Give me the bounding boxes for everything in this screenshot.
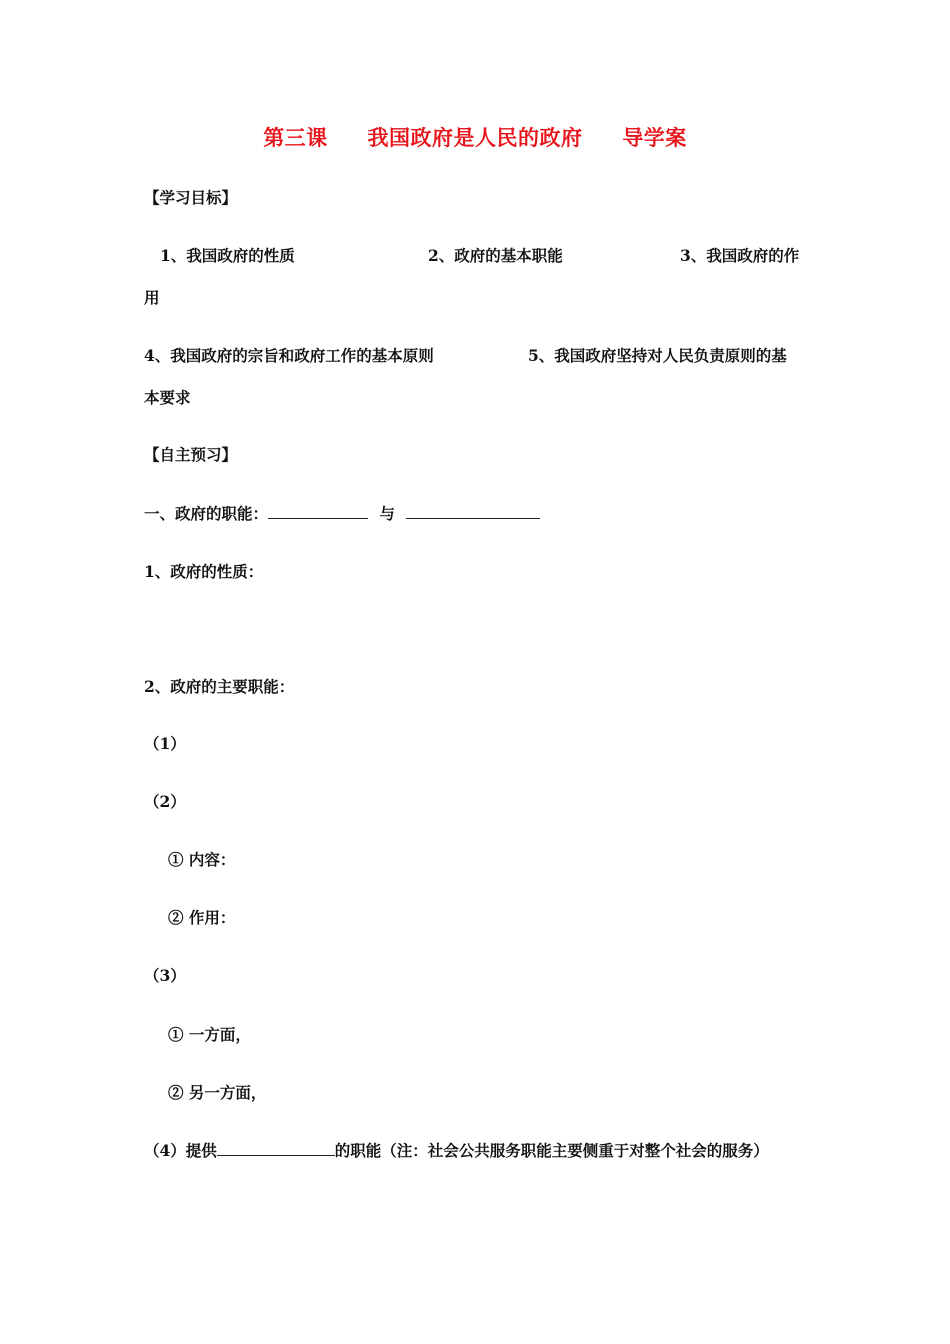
title-topic: 我国政府是人民的政府: [367, 125, 583, 150]
function-item-1: （1）: [144, 734, 186, 753]
function-item-3: （3）: [144, 966, 186, 985]
function-item-4: [144, 1139, 769, 1161]
function-item-4-prefix: （4）提供: [144, 1141, 217, 1160]
function-item-2-content: ① 内容：: [168, 850, 236, 869]
objective-item-3: 3、我国政府的作: [680, 246, 800, 265]
question-functions-label: 一、政府的职能：: [144, 504, 269, 523]
objective-item-5-cont: 本要求: [144, 388, 191, 407]
question-functions: [144, 502, 540, 524]
objective-item-1: 1、我国政府的性质: [160, 246, 295, 265]
fill-blank-2[interactable]: [406, 503, 540, 519]
functions-question: 2、政府的主要职能：: [144, 677, 295, 696]
preview-heading: 【自主预习】: [144, 445, 238, 464]
fill-blank-3[interactable]: [217, 1140, 335, 1156]
page-title: [0, 122, 950, 152]
objective-item-5: 5、我国政府坚持对人民负责原则的基: [528, 346, 787, 365]
function-item-2-effect: ② 作用：: [168, 908, 236, 927]
objective-item-3-cont: 用: [144, 288, 160, 307]
objective-item-4: 4、我国政府的宗旨和政府工作的基本原则: [144, 346, 434, 365]
function-item-4-suffix: 的职能（注：社会公共服务职能主要侧重于对整个社会的服务）: [334, 1141, 769, 1160]
title-lesson: 第三课: [263, 125, 328, 150]
question-functions-and: 与: [379, 504, 395, 523]
function-item-2: （2）: [144, 792, 186, 811]
title-type: 导学案: [622, 125, 687, 150]
function-item-3-other-side: ② 另一方面，: [168, 1083, 267, 1102]
nature-question: 1、政府的性质：: [144, 562, 264, 581]
fill-blank-1[interactable]: [268, 503, 368, 519]
objectives-heading: 【学习目标】: [144, 188, 238, 207]
objective-item-2: 2、政府的基本职能: [428, 246, 563, 265]
function-item-3-one-side: ① 一方面，: [168, 1025, 251, 1044]
